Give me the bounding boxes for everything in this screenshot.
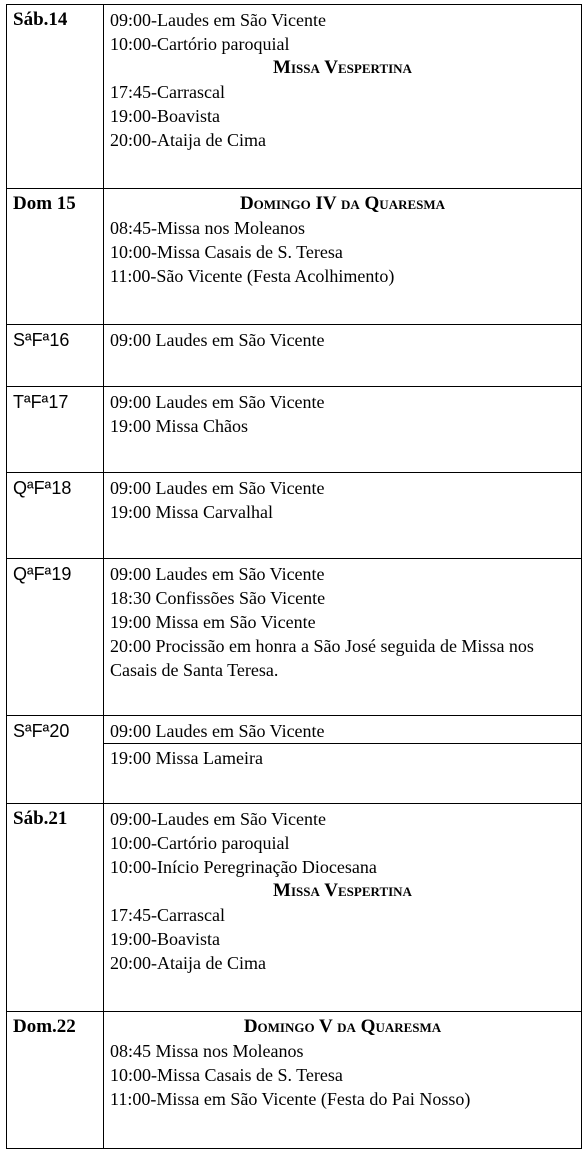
table-row xyxy=(7,473,582,559)
table-row xyxy=(7,559,582,716)
table-row xyxy=(7,1012,582,1149)
table-row xyxy=(7,5,582,189)
day-cell: Sáb.21 xyxy=(7,804,104,1012)
table-row xyxy=(7,387,582,473)
event-line: 19:00-Boavista xyxy=(110,106,220,126)
event-line: 10:00-Missa Casais de S. Teresa xyxy=(110,1065,343,1085)
event-line: 09:00 Laudes em São Vicente xyxy=(110,478,325,498)
schedule-table xyxy=(6,4,582,1149)
event-line: 08:45-Missa nos Moleanos xyxy=(110,218,305,238)
event-line: 09:00 Laudes em São Vicente xyxy=(110,330,325,350)
event-line: 10:00-Início Peregrinação Diocesana xyxy=(110,857,377,877)
event-line: 09:00 Laudes em São Vicente xyxy=(110,564,325,584)
events-cell xyxy=(104,1012,582,1149)
events-cell xyxy=(104,5,582,189)
event-line: 09:00 Laudes em São Vicente xyxy=(110,392,325,412)
table-row xyxy=(7,804,582,1012)
section-heading: Domingo IV da Quaresma xyxy=(239,193,446,214)
event-line: 17:45-Carrascal xyxy=(110,82,225,102)
event-line: 20:00-Ataija de Cima xyxy=(110,130,266,150)
event-line: 08:45 Missa nos Moleanos xyxy=(110,1041,304,1061)
section-heading: Missa Vespertina xyxy=(273,57,412,78)
table-row xyxy=(7,189,582,325)
events-cell xyxy=(104,716,582,804)
day-cell: TªFª17 xyxy=(7,387,104,473)
section-heading: Missa Vespertina xyxy=(273,880,412,901)
table-row xyxy=(7,325,582,387)
events-cell xyxy=(104,325,582,387)
table-row xyxy=(7,716,582,804)
event-line: 09:00 Laudes em São Vicente xyxy=(110,721,325,741)
events-cell xyxy=(104,473,582,559)
event-line: 11:00-Missa em São Vicente (Festa do Pai Nosso) xyxy=(110,1089,471,1109)
section-heading: Domingo V da Quaresma xyxy=(243,1016,442,1037)
day-cell: Sáb.14 xyxy=(7,5,104,189)
events-cell xyxy=(104,804,582,1012)
event-line: 19:00-Boavista xyxy=(110,929,220,949)
day-cell: QªFª19 xyxy=(7,559,104,716)
day-cell: SªFª16 xyxy=(7,325,104,387)
event-line: 10:00-Cartório paroquial xyxy=(110,833,290,853)
day-cell: Dom.22 xyxy=(7,1012,104,1149)
event-line: 20:00-Ataija de Cima xyxy=(110,953,266,973)
day-cell: Dom 15 xyxy=(7,189,104,325)
event-line: 19:00 Missa Chãos xyxy=(110,416,249,436)
event-line: 20:00 Procissão em honra a São José seguida de Missa nos Casais de Santa Teresa. xyxy=(110,636,534,680)
event-line: 18:30 Confissões São Vicente xyxy=(110,588,326,608)
event-line: 10:00-Missa Casais de S. Teresa xyxy=(110,242,343,262)
event-line: 19:00 Missa Carvalhal xyxy=(110,502,273,522)
event-line: 19:00 Missa em São Vicente xyxy=(110,612,316,632)
events-cell xyxy=(104,387,582,473)
event-line: 09:00-Laudes em São Vicente xyxy=(110,809,327,829)
events-cell xyxy=(104,189,582,325)
event-line: 10:00-Cartório paroquial xyxy=(110,34,290,54)
events-cell xyxy=(104,559,582,716)
day-cell: SªFª20 xyxy=(7,716,104,804)
event-line: 17:45-Carrascal xyxy=(110,905,225,925)
event-line: 19:00 Missa Lameira xyxy=(104,743,581,770)
event-line: 11:00-São Vicente (Festa Acolhimento) xyxy=(110,266,395,286)
day-cell: QªFª18 xyxy=(7,473,104,559)
event-line: 09:00-Laudes em São Vicente xyxy=(110,10,327,30)
